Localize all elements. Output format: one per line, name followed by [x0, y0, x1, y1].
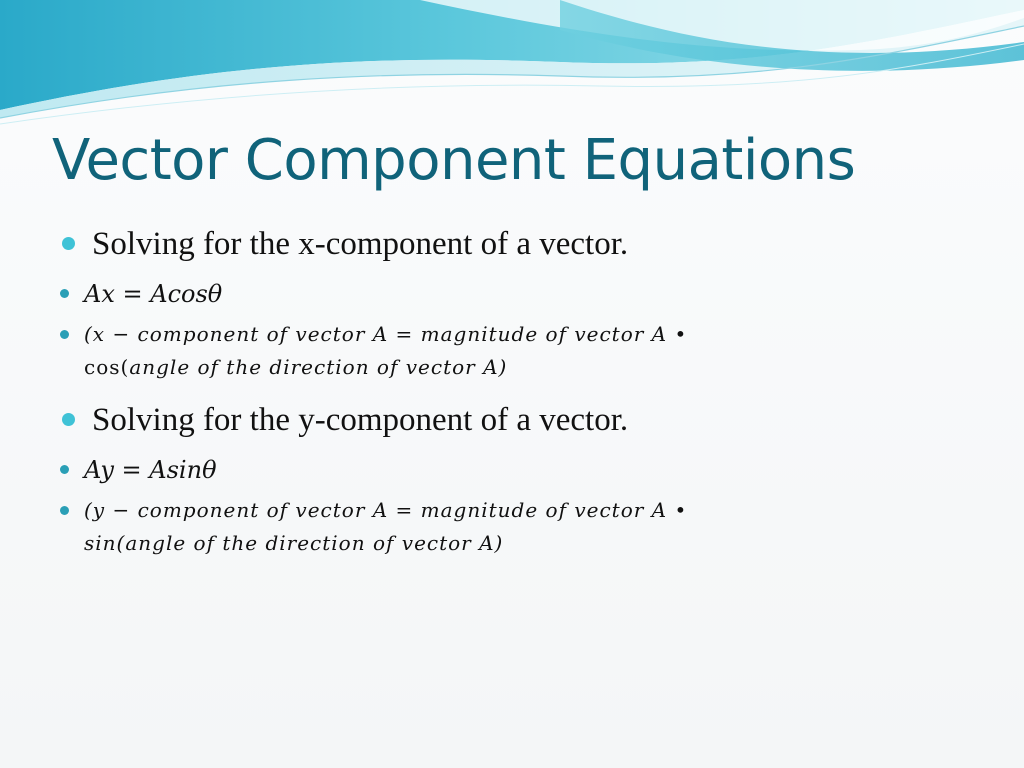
bullet-dot-icon: [60, 465, 69, 474]
bullet-dot-icon: [62, 237, 75, 250]
bullet-dot-icon: [60, 330, 69, 339]
wave-header-decoration: [0, 0, 1024, 130]
bullet-dot-icon: [60, 289, 69, 298]
explanation-line-2: [84, 527, 844, 560]
cos-function: cos(: [84, 355, 130, 379]
equation-text: Ax = Acosθ: [84, 280, 223, 308]
explanation-line-1: (x − component of vector A = magnitude of vector A •: [84, 322, 688, 346]
equation-x: [60, 278, 960, 310]
sin-function: sin(: [84, 531, 126, 555]
bullet-text: Solving for the y-component of a vector.: [92, 402, 629, 438]
explanation-x: [60, 318, 844, 384]
bullet-dot-icon: [62, 413, 75, 426]
bullet-x-component: [60, 222, 960, 266]
bullet-y-component: [60, 398, 960, 442]
slide-title: Vector Component Equations: [52, 128, 856, 193]
slide-body: [60, 222, 960, 574]
explanation-line-2-rest: angle of the direction of vector A): [125, 531, 504, 555]
explanation-line-1: (y − component of vector A = magnitude of vector A •: [84, 498, 688, 522]
bullet-text: Solving for the x-component of a vector.: [92, 226, 629, 262]
equation-text: Ay = Asinθ: [84, 456, 217, 484]
bullet-dot-icon: [60, 506, 69, 515]
explanation-line-2: [84, 351, 844, 384]
explanation-y: [60, 494, 844, 560]
explanation-line-2-rest: angle of the direction of vector A): [129, 355, 508, 379]
equation-y: [60, 454, 960, 486]
